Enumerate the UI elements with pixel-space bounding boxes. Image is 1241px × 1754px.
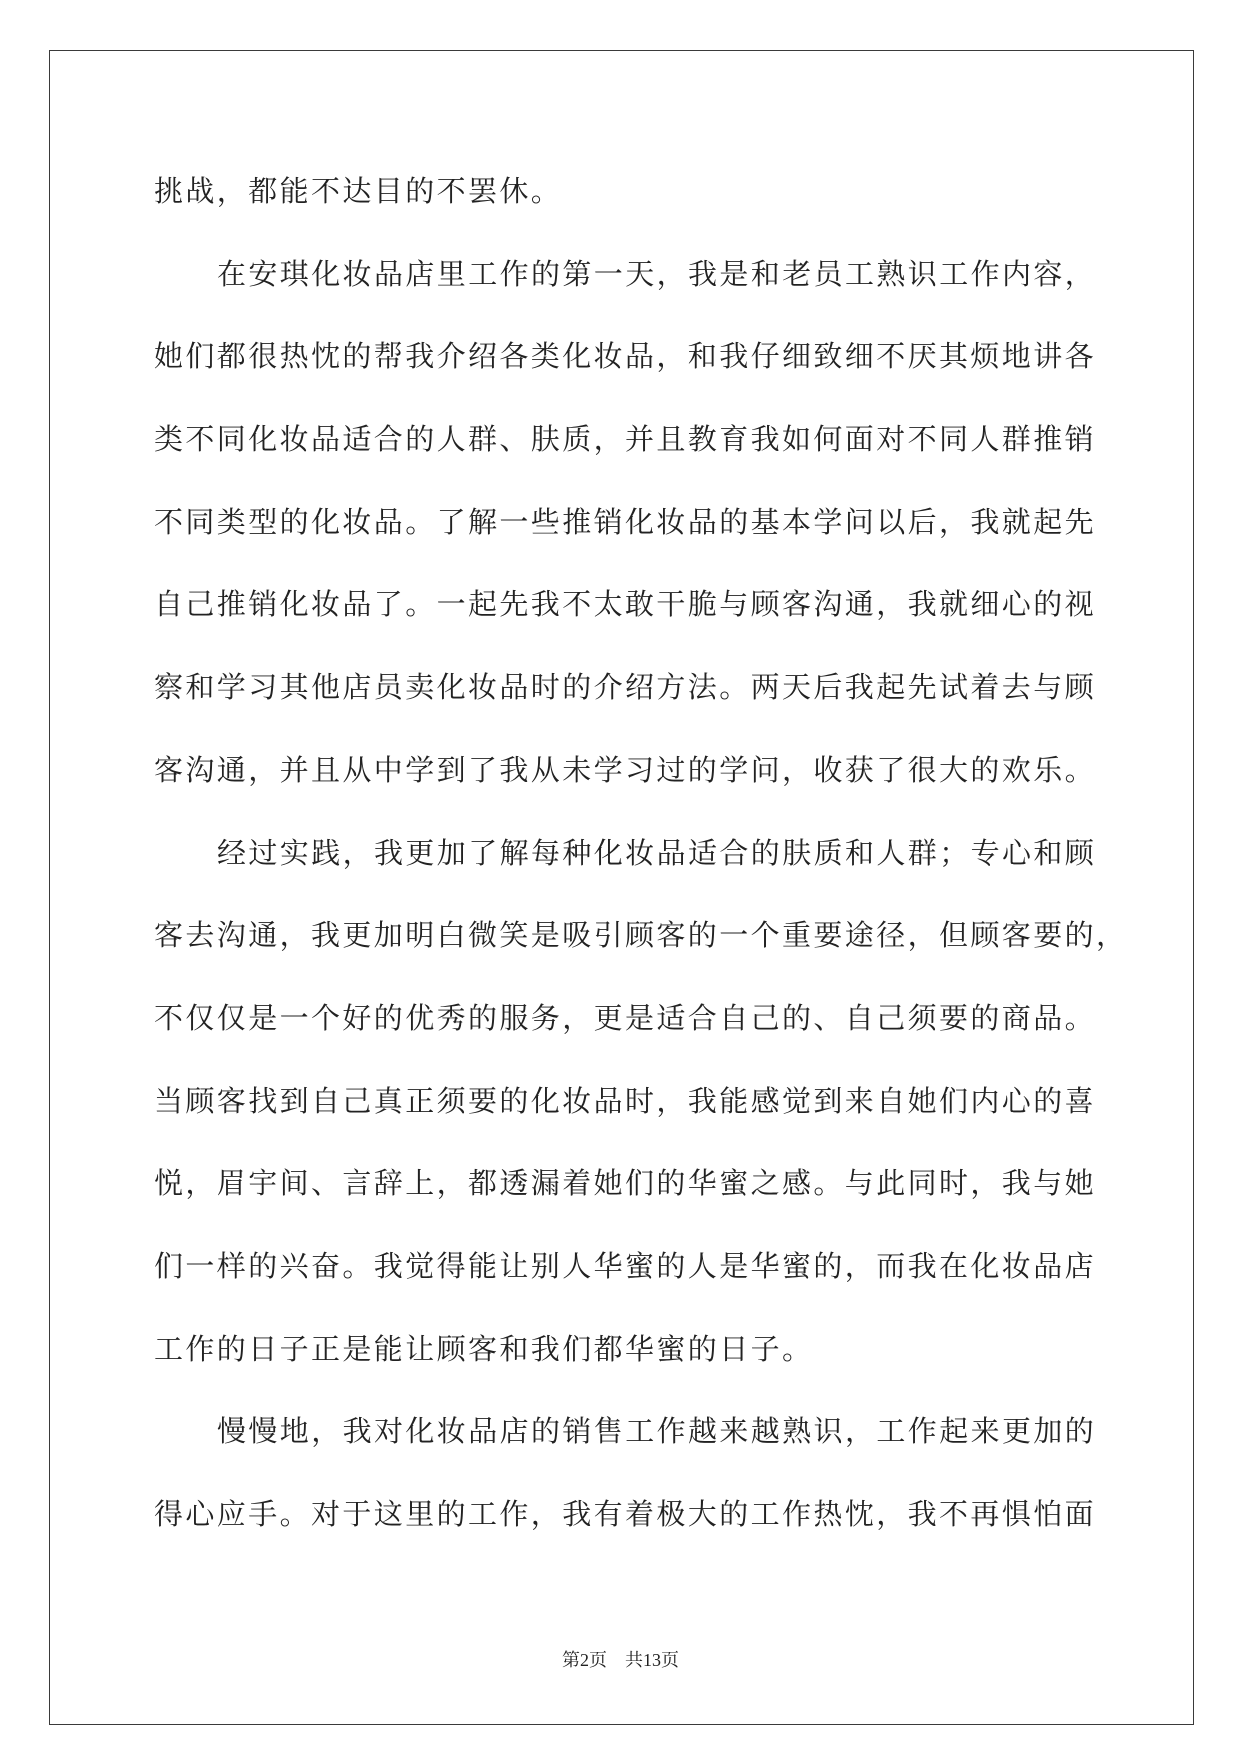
- page-total: 共13页: [625, 1650, 679, 1670]
- text-line: 挑战，都能不达目的不罢休。: [154, 176, 563, 208]
- text-line: 客去沟通，我更加明白微笑是吸引顾客的一个重要途径，但顾客要的，: [154, 920, 1128, 953]
- text-line: 当顾客找到自己真正须要的化妆品时，我能感觉到来自她们内心的喜: [154, 1085, 1097, 1118]
- document-body: [154, 151, 1184, 1557]
- text-line: 慢慢地，我对化妆品店的销售工作越来越熟识，工作起来更加的: [217, 1416, 1097, 1449]
- text-line: 们一样的兴奋。我觉得能让别人华蜜的人是华蜜的，而我在化妆品店: [154, 1250, 1097, 1283]
- text-line: 经过实践，我更加了解每种化妆品适合的肤质和人群；专心和顾: [217, 837, 1097, 870]
- text-line: 悦，眉宇间、言辞上，都透漏着她们的华蜜之感。与此同时，我与她: [154, 1168, 1097, 1201]
- text-line: 客沟通，并且从中学到了我从未学习过的学问，收获了很大的欢乐。: [154, 754, 1097, 787]
- text-line: 类不同化妆品适合的人群、肤质，并且教育我如何面对不同人群推销: [154, 424, 1097, 457]
- text-line: 在安琪化妆品店里工作的第一天，我是和老员工熟识工作内容，: [217, 258, 1097, 291]
- text-line: 不仅仅是一个好的优秀的服务，更是适合自己的、自己须要的商品。: [154, 1002, 1097, 1035]
- text-line: 不同类型的化妆品。了解一些推销化妆品的基本学问以后，我就起先: [154, 506, 1097, 539]
- page-footer: [0, 1647, 1241, 1673]
- text-line: 得心应手。对于这里的工作，我有着极大的工作热忱，我不再惧怕面: [154, 1499, 1097, 1531]
- page-number: 第2页: [562, 1650, 607, 1670]
- text-line: 工作的日子正是能让顾客和我们都华蜜的日子。: [154, 1333, 814, 1366]
- text-line: 自己推销化妆品了。一起先我不太敢干脆与顾客沟通，我就细心的视: [154, 589, 1097, 622]
- text-line: 她们都很热忱的帮我介绍各类化妆品，和我仔细致细不厌其烦地讲各: [154, 341, 1097, 374]
- text-line: 察和学习其他店员卖化妆品时的介绍方法。两天后我起先试着去与顾: [154, 672, 1097, 705]
